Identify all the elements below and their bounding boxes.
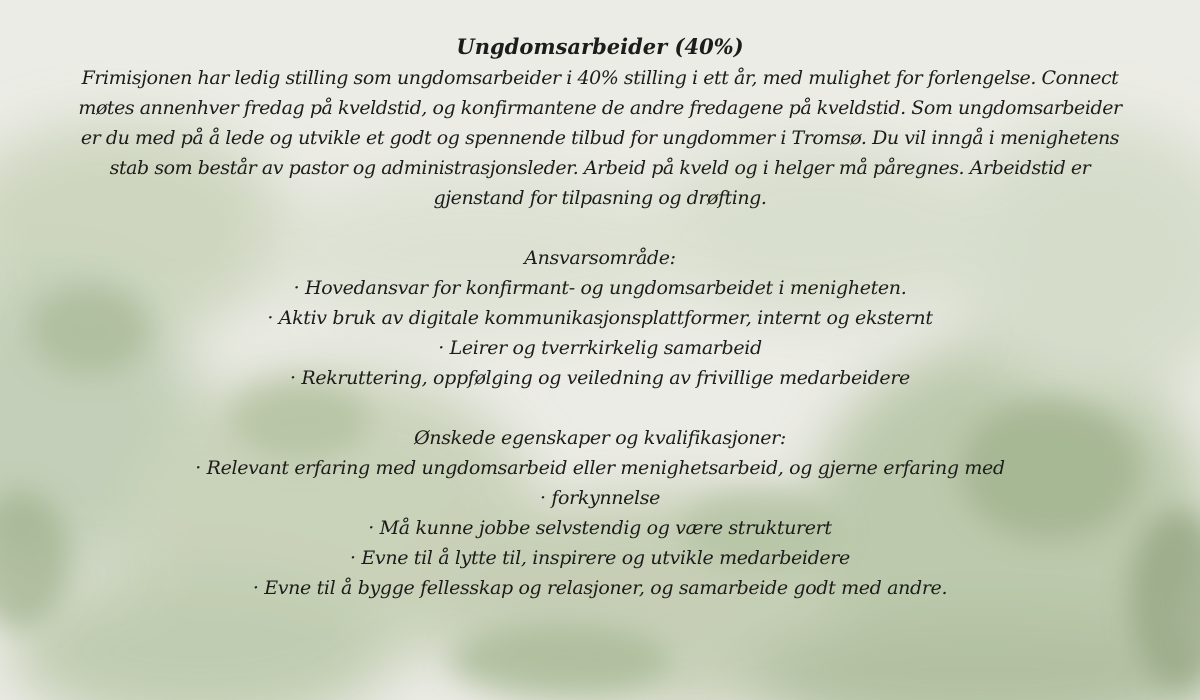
intro-paragraph [20,63,1180,213]
intro-line: møtes annenhver fredag på kveldstid, og konfirmantene de andre fredagene på kveldstid. Som ungdomsarbeider [78,97,1122,119]
list-item: · forkynnelse [539,487,661,509]
intro-line: er du med på å lede og utvikle et godt og spennende tilbud for ungdommer i Tromsø. Du vil inngå i menighetens [80,127,1120,149]
intro-line: Frimisjonen har ledig stilling som ungdomsarbeider i 40% stilling i ett år, med mulighet for forlengelse. Connect [81,67,1119,89]
list-item: · Evne til å lytte til, inspirere og utvikle medarbeidere [350,547,850,569]
intro-line: gjenstand for tilpasning og drøfting. [433,187,767,209]
section-heading: Ønskede egenskaper og kvalifikasjoner: [414,427,786,449]
qualifications-section [0,423,1200,603]
list-item: · Aktiv bruk av digitale kommunikasjonsplattformer, internt og eksternt [267,307,933,329]
page-title: Ungdomsarbeider (40%) [456,34,744,59]
responsibilities-section [0,243,1200,393]
list-item: · Hovedansvar for konfirmant- og ungdomsarbeidet i menigheten. [293,277,907,299]
job-posting [0,33,1200,603]
section-heading: Ansvarsområde: [524,247,676,269]
list-item: · Rekruttering, oppfølging og veiledning av frivillige medarbeidere [290,367,910,389]
intro-line: stab som består av pastor og administrasjonsleder. Arbeid på kveld og i helger må påregnes. Arbeidstid er [109,157,1091,179]
list-item: · Relevant erfaring med ungdomsarbeid eller menighetsarbeid, og gjerne erfaring med [195,457,1005,479]
list-item: · Må kunne jobbe selvstendig og være strukturert [368,517,832,539]
list-item: · Leirer og tverrkirkelig samarbeid [438,337,762,359]
list-item: · Evne til å bygge fellesskap og relasjoner, og samarbeide godt med andre. [252,577,948,599]
